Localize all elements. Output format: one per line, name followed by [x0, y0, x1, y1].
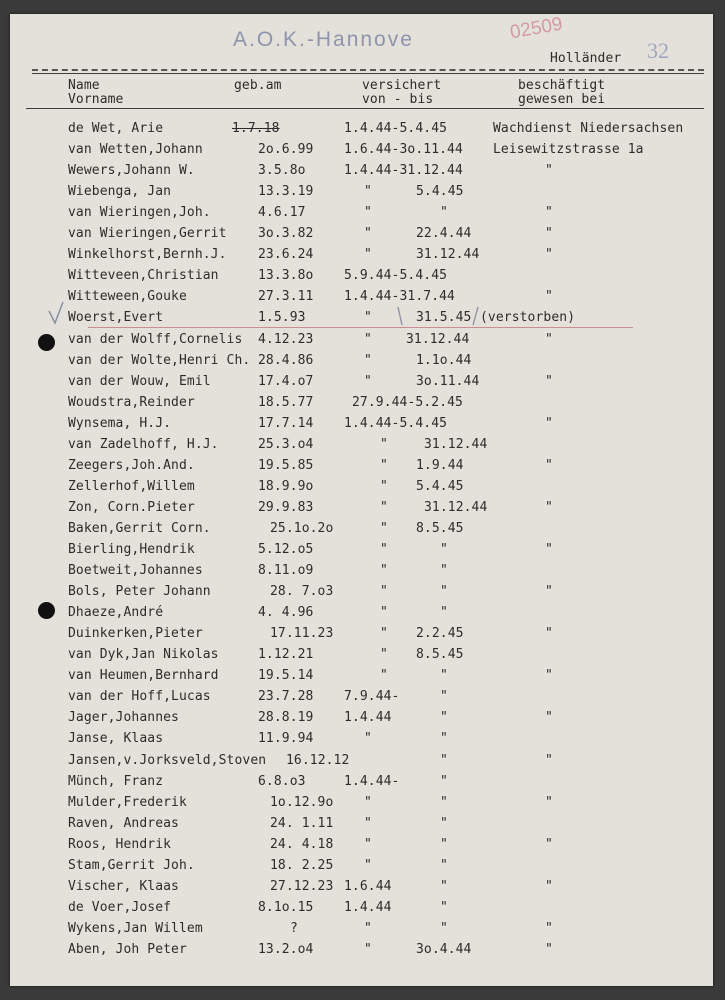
- row-birth-date: 13.3.8o: [258, 268, 314, 283]
- row-insured-until: ": [440, 795, 448, 810]
- row-name: Roos, Hendrik: [68, 837, 172, 852]
- row-insured-from: ": [364, 816, 372, 831]
- row-insured-from: ": [364, 837, 372, 852]
- row-birth-date: 3.5.8o: [258, 163, 306, 178]
- row-employer: ": [545, 837, 553, 852]
- row-name: Winkelhorst,Bernh.J.: [68, 247, 227, 262]
- row-insured-from: 1.4.44-: [344, 774, 400, 789]
- row-insured-from: 1.4.44-5.4.45: [344, 416, 448, 431]
- row-insured-until: 22.4.44: [416, 226, 472, 241]
- row-name: Duinkerken,Pieter: [68, 626, 203, 641]
- row-insured-from: 1.4.44-5.4.45: [344, 121, 448, 136]
- row-birth-date: 28.8.19: [258, 710, 314, 725]
- row-insured-from: ": [380, 584, 388, 599]
- col-header-geb: geb.am: [234, 78, 282, 93]
- row-name: van der Wouw, Emil: [68, 374, 211, 389]
- top-rule: [32, 73, 704, 74]
- row-birth-date: 18. 2.25: [270, 858, 334, 873]
- row-name: van Wieringen,Joh.: [68, 205, 211, 220]
- row-employer: ": [545, 668, 553, 683]
- row-insured-from: 7.9.44-: [344, 689, 400, 704]
- row-insured-until: 1.1o.44: [416, 353, 472, 368]
- row-insured-until: 2.2.45: [416, 626, 464, 641]
- row-insured-from: ": [364, 332, 372, 347]
- row-name: Jager,Johannes: [68, 710, 179, 725]
- row-birth-date: 25.3.o4: [258, 437, 314, 452]
- row-insured-from: ": [364, 858, 372, 873]
- row-name: Mulder,Frederik: [68, 795, 187, 810]
- archive-stamp: A.O.K.-Hannove: [233, 28, 414, 51]
- row-insured-until: 8.5.45: [416, 647, 464, 662]
- row-name: Zon, Corn.Pieter: [68, 500, 195, 515]
- row-birth-date: 1o.12.9o: [270, 795, 334, 810]
- row-insured-until: ": [440, 816, 448, 831]
- row-birth-date: 3o.3.82: [258, 226, 314, 241]
- row-birth-date: 17.7.14: [258, 416, 314, 431]
- row-insured-until: ": [440, 542, 448, 557]
- row-name: Baken,Gerrit Corn.: [68, 521, 211, 536]
- row-name: Boetweit,Johannes: [68, 563, 203, 578]
- row-insured-until: ": [440, 731, 448, 746]
- row-insured-from: ": [364, 353, 372, 368]
- col-header-von-bis: von - bis: [362, 92, 434, 107]
- row-insured-until: ": [440, 900, 448, 915]
- row-name: van Dyk,Jan Nikolas: [68, 647, 219, 662]
- row-employer: ": [545, 879, 553, 894]
- row-name: Aben, Joh Peter: [68, 942, 187, 957]
- corner-mark: 32: [647, 38, 669, 63]
- row-name: Stam,Gerrit Joh.: [68, 858, 195, 873]
- row-insured-from: ": [380, 458, 388, 473]
- row-insured-from: ": [380, 647, 388, 662]
- row-birth-date: 1.5.93: [258, 310, 306, 325]
- row-insured-until: ": [440, 710, 448, 725]
- row-insured-until: 31.12.44: [406, 332, 470, 347]
- row-name: Raven, Andreas: [68, 816, 179, 831]
- row-employer: ": [545, 332, 553, 347]
- row-name: Bierling,Hendrik: [68, 542, 195, 557]
- row-insured-until: ": [440, 205, 448, 220]
- row-name: Vischer, Klaas: [68, 879, 179, 894]
- row-name: van der Wolff,Cornelis: [68, 332, 243, 347]
- row-name: Münch, Franz: [68, 774, 164, 789]
- row-insured-from: ": [364, 205, 372, 220]
- header-rule: [26, 108, 704, 109]
- row-insured-from: 27.9.44-5.2.45: [352, 395, 463, 410]
- row-insured-from: ": [364, 226, 372, 241]
- row-name: van Zadelhoff, H.J.: [68, 437, 219, 452]
- row-insured-until: 31.12.44: [416, 247, 480, 262]
- row-birth-date: 17.4.o7: [258, 374, 314, 389]
- row-insured-from: ": [380, 542, 388, 557]
- row-insured-from: ": [364, 374, 372, 389]
- row-name: Witteveen,Christian: [68, 268, 219, 283]
- row-insured-until: 1.9.44: [416, 458, 464, 473]
- row-employer: ": [545, 374, 553, 389]
- row-insured-from: 1.6.44-3o.11.44: [344, 142, 463, 157]
- row-birth-date: 18.5.77: [258, 395, 314, 410]
- row-employer: ": [545, 795, 553, 810]
- col-header-besch: beschäftigt: [518, 78, 606, 93]
- row-insured-from: ": [364, 921, 372, 936]
- row-insured-from: 1.4.44-31.7.44: [344, 289, 455, 304]
- row-birth-date: 1.12.21: [258, 647, 314, 662]
- row-insured-from: ": [380, 605, 388, 620]
- row-name: Zeegers,Joh.And.: [68, 458, 195, 473]
- row-insured-until: 31.12.44: [424, 500, 488, 515]
- row-insured-from: ": [380, 437, 388, 452]
- check-mark-icon: [48, 301, 64, 325]
- row-birth-date: 13.3.19: [258, 184, 314, 199]
- row-insured-until: ": [440, 774, 448, 789]
- row-employer: ": [545, 458, 553, 473]
- row-birth-date: 27.12.23: [270, 879, 334, 894]
- row-birth-date: 13.2.o4: [258, 942, 314, 957]
- row-birth-date: 4.6.17: [258, 205, 306, 220]
- col-header-gewesen: gewesen bei: [518, 92, 606, 107]
- row-employer: ": [545, 710, 553, 725]
- row-insured-from: ": [364, 795, 372, 810]
- row-birth-date: 25.1o.2o: [270, 521, 334, 536]
- row-insured-from: 1.4.44-31.12.44: [344, 163, 463, 178]
- row-birth-date: 4. 4.96: [258, 605, 314, 620]
- row-insured-until: 3o.11.44: [416, 374, 480, 389]
- row-name: Janse, Klaas: [68, 731, 164, 746]
- row-employer: Wachdienst Niedersachsen: [493, 121, 684, 136]
- bracket-mark-icon: [396, 305, 408, 327]
- row-birth-date: 8.1o.15: [258, 900, 314, 915]
- row-employer: ": [545, 226, 553, 241]
- slash-mark-icon: [470, 305, 480, 327]
- row-employer: ": [545, 921, 553, 936]
- row-name: Bols, Peter Johann: [68, 584, 211, 599]
- row-insured-from: ": [380, 521, 388, 536]
- row-name: Wewers,Johann W.: [68, 163, 195, 178]
- row-name: van der Wolte,Henri Ch.: [68, 353, 251, 368]
- row-insured-until: ": [440, 879, 448, 894]
- row-birth-date: 16.12.12: [286, 753, 350, 768]
- row-birth-date: 4.12.23: [258, 332, 314, 347]
- row-insured-until: 31.5.45: [416, 310, 472, 325]
- row-insured-until: ": [440, 921, 448, 936]
- row-insured-until: ": [440, 689, 448, 704]
- row-insured-until: ": [440, 837, 448, 852]
- row-insured-from: ": [364, 247, 372, 262]
- row-name: van der Hoff,Lucas: [68, 689, 211, 704]
- row-birth-date: 11.9.94: [258, 731, 314, 746]
- row-insured-until: 5.4.45: [416, 184, 464, 199]
- row-birth-date: 2o.6.99: [258, 142, 314, 157]
- row-birth-date: 8.11.o9: [258, 563, 314, 578]
- row-name: van Heumen,Bernhard: [68, 668, 219, 683]
- row-employer: ": [545, 626, 553, 641]
- row-birth-date: 24. 1.11: [270, 816, 334, 831]
- row-employer: ": [545, 205, 553, 220]
- row-name: Woerst,Evert: [68, 310, 164, 325]
- row-insured-until: ": [440, 563, 448, 578]
- row-name: van Wetten,Johann: [68, 142, 203, 157]
- col-header-name: Name: [68, 78, 100, 93]
- row-birth-date: 5.12.o5: [258, 542, 314, 557]
- row-employer: ": [545, 416, 553, 431]
- row-insured-from: ": [364, 731, 372, 746]
- row-name: Wynsema, H.J.: [68, 416, 172, 431]
- row-employer: ": [545, 753, 553, 768]
- row-employer: ": [545, 942, 553, 957]
- col-header-versichert: versichert: [362, 78, 442, 93]
- row-name: de Wet, Arie: [68, 121, 164, 136]
- row-employer: ": [545, 500, 553, 515]
- row-birth-date: 28. 7.o3: [270, 584, 334, 599]
- row-employer: ": [545, 163, 553, 178]
- row-birth-date: ?: [290, 921, 298, 936]
- row-insured-from: ": [364, 942, 372, 957]
- row-employer: ": [545, 289, 553, 304]
- punch-hole-bottom: [38, 602, 55, 619]
- row-birth-date: 18.9.9o: [258, 479, 314, 494]
- row-insured-until: 8.5.45: [416, 521, 464, 536]
- row-insured-from: 1.4.44: [344, 710, 392, 725]
- row-employer: ": [545, 247, 553, 262]
- row-insured-until: ": [440, 668, 448, 683]
- row-insured-until: ": [440, 584, 448, 599]
- row-birth-date: 17.11.23: [270, 626, 334, 641]
- row-insured-from: ": [364, 184, 372, 199]
- row-insured-until: 3o.4.44: [416, 942, 472, 957]
- row-name: de Voer,Josef: [68, 900, 172, 915]
- row-name: Dhaeze,André: [68, 605, 164, 620]
- row-name: Wiebenga, Jan: [68, 184, 172, 199]
- row-insured-from: ": [364, 310, 372, 325]
- row-insured-from: ": [380, 668, 388, 683]
- row-employer: ": [545, 584, 553, 599]
- row-insured-from: ": [380, 500, 388, 515]
- col-header-vorname: Vorname: [68, 92, 124, 107]
- row-name: Woudstra,Reinder: [68, 395, 195, 410]
- row-birth-date: 1.7.18: [232, 121, 280, 136]
- row-employer: Leisewitzstrasse 1a: [493, 142, 644, 157]
- punch-hole-top: [38, 334, 55, 351]
- row-insured-until: ": [440, 858, 448, 873]
- row-birth-date: 23.7.28: [258, 689, 314, 704]
- row-employer: ": [545, 542, 553, 557]
- row-insured-from: 5.9.44-5.4.45: [344, 268, 448, 283]
- row-birth-date: 24. 4.18: [270, 837, 334, 852]
- row-insured-from: 1.6.44: [344, 879, 392, 894]
- row-insured-until: 5.4.45: [416, 479, 464, 494]
- row-insured-until: ": [440, 753, 448, 768]
- row-insured-from: ": [380, 479, 388, 494]
- row-birth-date: 28.4.86: [258, 353, 314, 368]
- row-name: van Wieringen,Gerrit: [68, 226, 227, 241]
- top-divider: [32, 69, 704, 71]
- row-insured-until: ": [440, 605, 448, 620]
- archive-number: 02509: [508, 13, 565, 44]
- row-insured-from: 1.4.44: [344, 900, 392, 915]
- row-name: Wykens,Jan Willem: [68, 921, 203, 936]
- row-birth-date: 6.8.o3: [258, 774, 306, 789]
- row-name: Witteween,Gouke: [68, 289, 187, 304]
- row-birth-date: 27.3.11: [258, 289, 314, 304]
- row-employer: (verstorben): [480, 310, 576, 325]
- row-birth-date: 19.5.85: [258, 458, 314, 473]
- row-insured-until: 31.12.44: [424, 437, 488, 452]
- row-name: Jansen,v.Jorksveld,Stoven: [68, 753, 267, 768]
- row-birth-date: 19.5.14: [258, 668, 314, 683]
- row-insured-from: ": [380, 563, 388, 578]
- row-birth-date: 23.6.24: [258, 247, 314, 262]
- red-underline: [88, 327, 633, 328]
- nationality-label: Holländer: [550, 51, 622, 66]
- row-name: Zellerhof,Willem: [68, 479, 195, 494]
- row-birth-date: 29.9.83: [258, 500, 314, 515]
- row-insured-from: ": [380, 626, 388, 641]
